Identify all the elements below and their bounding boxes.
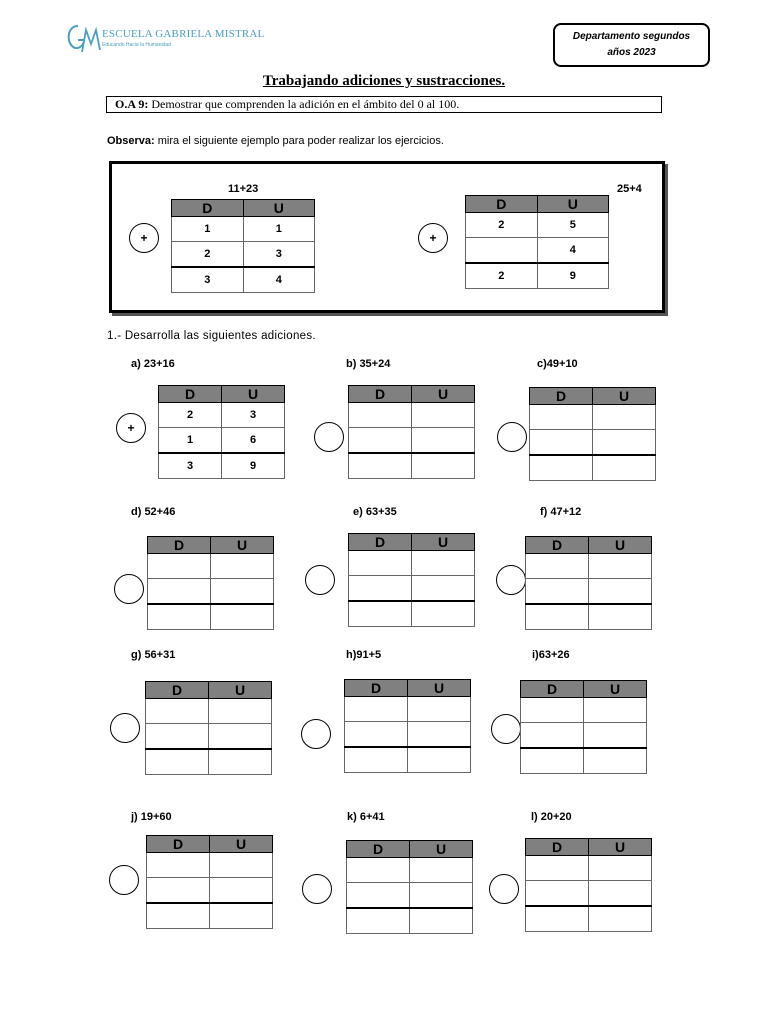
observe-text: mira el siguiente ejemplo para poder realizar los ejercicios. bbox=[154, 135, 444, 147]
tens-header: D bbox=[148, 537, 211, 554]
example-2-operator-circle: + bbox=[418, 223, 448, 253]
gm-monogram-icon bbox=[64, 20, 104, 58]
answer-cell[interactable] bbox=[349, 428, 412, 454]
exercise-label: b) 35+24 bbox=[346, 358, 391, 370]
answer-cell[interactable]: 9 bbox=[222, 453, 285, 479]
answer-cell[interactable] bbox=[521, 748, 584, 774]
answer-cell[interactable] bbox=[526, 906, 589, 932]
tens-header: D bbox=[349, 534, 412, 551]
answer-cell[interactable] bbox=[530, 405, 593, 430]
objective-code: O.A 9: bbox=[115, 97, 149, 111]
operator-circle[interactable] bbox=[301, 719, 331, 749]
observe-instruction bbox=[107, 135, 444, 147]
answer-cell[interactable] bbox=[521, 723, 584, 749]
answer-cell[interactable] bbox=[347, 883, 410, 909]
exercise-label: d) 52+46 bbox=[131, 506, 176, 518]
tens-header: D bbox=[526, 537, 589, 554]
answer-cell[interactable] bbox=[412, 428, 475, 454]
exercise-label: f) 47+12 bbox=[540, 506, 582, 518]
answer-cell[interactable] bbox=[521, 698, 584, 723]
answer-cell[interactable] bbox=[589, 604, 652, 630]
school-motto: Educando Hacia la Humanidad bbox=[102, 42, 171, 48]
table-cell: 2 bbox=[466, 213, 538, 238]
table-cell: 5 bbox=[537, 213, 609, 238]
answer-cell[interactable] bbox=[526, 579, 589, 605]
tens-header: D bbox=[521, 681, 584, 698]
tens-units-table bbox=[529, 387, 656, 481]
answer-cell[interactable]: 6 bbox=[222, 428, 285, 454]
answer-cell[interactable] bbox=[147, 878, 210, 904]
units-header: U bbox=[410, 841, 473, 858]
answer-cell[interactable] bbox=[412, 453, 475, 479]
tens-units-table bbox=[147, 536, 274, 630]
answer-cell[interactable] bbox=[589, 554, 652, 579]
answer-cell[interactable]: 1 bbox=[159, 428, 222, 454]
units-header: U bbox=[210, 836, 273, 853]
example-2-label: 25+4 bbox=[617, 183, 642, 195]
answer-cell[interactable] bbox=[210, 853, 273, 878]
answer-cell[interactable] bbox=[211, 554, 274, 579]
units-header: U bbox=[589, 839, 652, 856]
answer-cell[interactable] bbox=[593, 405, 656, 430]
operator-circle[interactable] bbox=[114, 574, 144, 604]
answer-cell[interactable] bbox=[410, 883, 473, 909]
exercise-label: e) 63+35 bbox=[353, 506, 397, 518]
tens-units-table bbox=[145, 681, 272, 775]
tens-header: D bbox=[349, 386, 412, 403]
exercise-label: a) 23+16 bbox=[131, 358, 175, 370]
exercise-label: c)49+10 bbox=[537, 358, 578, 370]
answer-cell[interactable] bbox=[148, 604, 211, 630]
answer-cell[interactable] bbox=[349, 551, 412, 576]
answer-cell[interactable] bbox=[146, 724, 209, 750]
table-cell: 9 bbox=[537, 263, 609, 289]
answer-cell[interactable] bbox=[211, 604, 274, 630]
exercise-label: h)91+5 bbox=[346, 649, 382, 661]
tens-header: D bbox=[147, 836, 210, 853]
exercise-instruction: 1.- Desarrolla las siguientes adiciones. bbox=[107, 330, 316, 342]
answer-cell[interactable] bbox=[526, 554, 589, 579]
example-1-label: 11+23 bbox=[228, 183, 259, 195]
answer-cell[interactable] bbox=[345, 722, 408, 748]
operator-circle[interactable] bbox=[305, 565, 335, 595]
operator-circle[interactable] bbox=[496, 565, 526, 595]
table-cell: 2 bbox=[466, 263, 538, 289]
table-cell: 3 bbox=[243, 242, 315, 268]
table-cell: 1 bbox=[172, 217, 244, 242]
answer-cell[interactable] bbox=[349, 403, 412, 428]
tens-header: D bbox=[172, 200, 244, 217]
tens-header: D bbox=[347, 841, 410, 858]
answer-cell[interactable] bbox=[210, 878, 273, 904]
units-header: U bbox=[211, 537, 274, 554]
answer-cell[interactable] bbox=[412, 403, 475, 428]
answer-cell[interactable] bbox=[589, 579, 652, 605]
table-cell: 3 bbox=[172, 267, 244, 293]
answer-cell[interactable] bbox=[345, 747, 408, 773]
exercise-label: i)63+26 bbox=[532, 649, 570, 661]
tens-header: D bbox=[345, 680, 408, 697]
example-1-operator-circle: + bbox=[129, 223, 159, 253]
tens-header: D bbox=[146, 682, 209, 699]
answer-cell[interactable] bbox=[412, 601, 475, 627]
operator-circle[interactable]: + bbox=[116, 413, 146, 443]
tens-units-table bbox=[525, 838, 652, 932]
answer-cell[interactable] bbox=[146, 699, 209, 724]
tens-header: D bbox=[526, 839, 589, 856]
example-2-table bbox=[465, 195, 609, 289]
units-header: U bbox=[584, 681, 647, 698]
answer-cell[interactable]: 3 bbox=[222, 403, 285, 428]
answer-cell[interactable] bbox=[211, 579, 274, 605]
tens-units-table bbox=[348, 533, 475, 627]
department-box bbox=[553, 23, 710, 67]
tens-units-table bbox=[344, 679, 471, 773]
answer-cell[interactable] bbox=[146, 749, 209, 775]
answer-cell[interactable] bbox=[209, 724, 272, 750]
answer-cell[interactable] bbox=[148, 554, 211, 579]
answer-cell[interactable] bbox=[147, 853, 210, 878]
units-header: U bbox=[209, 682, 272, 699]
table-cell: 4 bbox=[243, 267, 315, 293]
answer-cell[interactable]: 2 bbox=[159, 403, 222, 428]
units-header: U bbox=[222, 386, 285, 403]
objective-text: Demostrar que comprenden la adición en el ámbito del 0 al 100. bbox=[148, 97, 460, 111]
answer-cell[interactable] bbox=[347, 908, 410, 934]
operator-circle[interactable] bbox=[497, 422, 527, 452]
answer-cell[interactable] bbox=[349, 453, 412, 479]
answer-cell[interactable]: 3 bbox=[159, 453, 222, 479]
tens-units-table bbox=[158, 385, 285, 479]
answer-cell[interactable] bbox=[530, 430, 593, 456]
units-header: U bbox=[412, 534, 475, 551]
answer-cell[interactable] bbox=[526, 856, 589, 881]
table-cell: 1 bbox=[243, 217, 315, 242]
tens-header: D bbox=[466, 196, 538, 213]
answer-cell[interactable] bbox=[526, 604, 589, 630]
answer-cell[interactable] bbox=[530, 455, 593, 481]
department-line-2: años 2023 bbox=[607, 47, 656, 58]
answer-cell[interactable] bbox=[593, 430, 656, 456]
operator-circle[interactable] bbox=[110, 713, 140, 743]
page-title: Trabajando adiciones y sustracciones. bbox=[262, 73, 506, 89]
tens-units-table bbox=[348, 385, 475, 479]
units-header: U bbox=[243, 200, 315, 217]
school-name: ESCUELA GABRIELA MISTRAL bbox=[102, 28, 265, 40]
answer-cell[interactable] bbox=[412, 576, 475, 602]
department-line-1: Departamento segundos bbox=[572, 31, 691, 42]
units-header: U bbox=[412, 386, 475, 403]
answer-cell[interactable] bbox=[408, 697, 471, 722]
observe-label: Observa: bbox=[107, 135, 155, 147]
example-1-table bbox=[171, 199, 315, 293]
answer-cell[interactable] bbox=[410, 908, 473, 934]
units-header: U bbox=[408, 680, 471, 697]
operator-circle[interactable] bbox=[491, 714, 521, 744]
answer-cell[interactable] bbox=[593, 455, 656, 481]
tens-units-table bbox=[346, 840, 473, 934]
tens-header: D bbox=[530, 388, 593, 405]
operator-circle[interactable] bbox=[489, 874, 519, 904]
answer-cell[interactable] bbox=[526, 881, 589, 907]
answer-cell[interactable] bbox=[147, 903, 210, 929]
objective-box bbox=[106, 96, 662, 113]
tens-units-table bbox=[525, 536, 652, 630]
answer-cell[interactable] bbox=[408, 747, 471, 773]
exercise-label: k) 6+41 bbox=[347, 811, 385, 823]
tens-units-table bbox=[520, 680, 647, 774]
units-header: U bbox=[537, 196, 609, 213]
answer-cell[interactable] bbox=[408, 722, 471, 748]
answer-cell[interactable] bbox=[209, 699, 272, 724]
operator-circle[interactable] bbox=[314, 422, 344, 452]
tens-units-table bbox=[146, 835, 273, 929]
answer-cell[interactable] bbox=[589, 856, 652, 881]
school-logo bbox=[64, 20, 265, 58]
table-cell bbox=[466, 238, 538, 264]
answer-cell[interactable] bbox=[349, 601, 412, 627]
answer-cell[interactable] bbox=[148, 579, 211, 605]
exercise-label: l) 20+20 bbox=[531, 811, 572, 823]
answer-cell[interactable] bbox=[349, 576, 412, 602]
answer-cell[interactable] bbox=[210, 903, 273, 929]
answer-cell[interactable] bbox=[584, 698, 647, 723]
answer-cell[interactable] bbox=[410, 858, 473, 883]
operator-circle[interactable] bbox=[302, 874, 332, 904]
answer-cell[interactable] bbox=[412, 551, 475, 576]
answer-cell[interactable] bbox=[347, 858, 410, 883]
tens-header: D bbox=[159, 386, 222, 403]
table-cell: 2 bbox=[172, 242, 244, 268]
answer-cell[interactable] bbox=[584, 748, 647, 774]
exercise-label: g) 56+31 bbox=[131, 649, 176, 661]
answer-cell[interactable] bbox=[345, 697, 408, 722]
answer-cell[interactable] bbox=[589, 906, 652, 932]
answer-cell[interactable] bbox=[209, 749, 272, 775]
answer-cell[interactable] bbox=[584, 723, 647, 749]
units-header: U bbox=[593, 388, 656, 405]
exercise-label: j) 19+60 bbox=[131, 811, 172, 823]
units-header: U bbox=[589, 537, 652, 554]
table-cell: 4 bbox=[537, 238, 609, 264]
operator-circle[interactable] bbox=[109, 865, 139, 895]
answer-cell[interactable] bbox=[589, 881, 652, 907]
